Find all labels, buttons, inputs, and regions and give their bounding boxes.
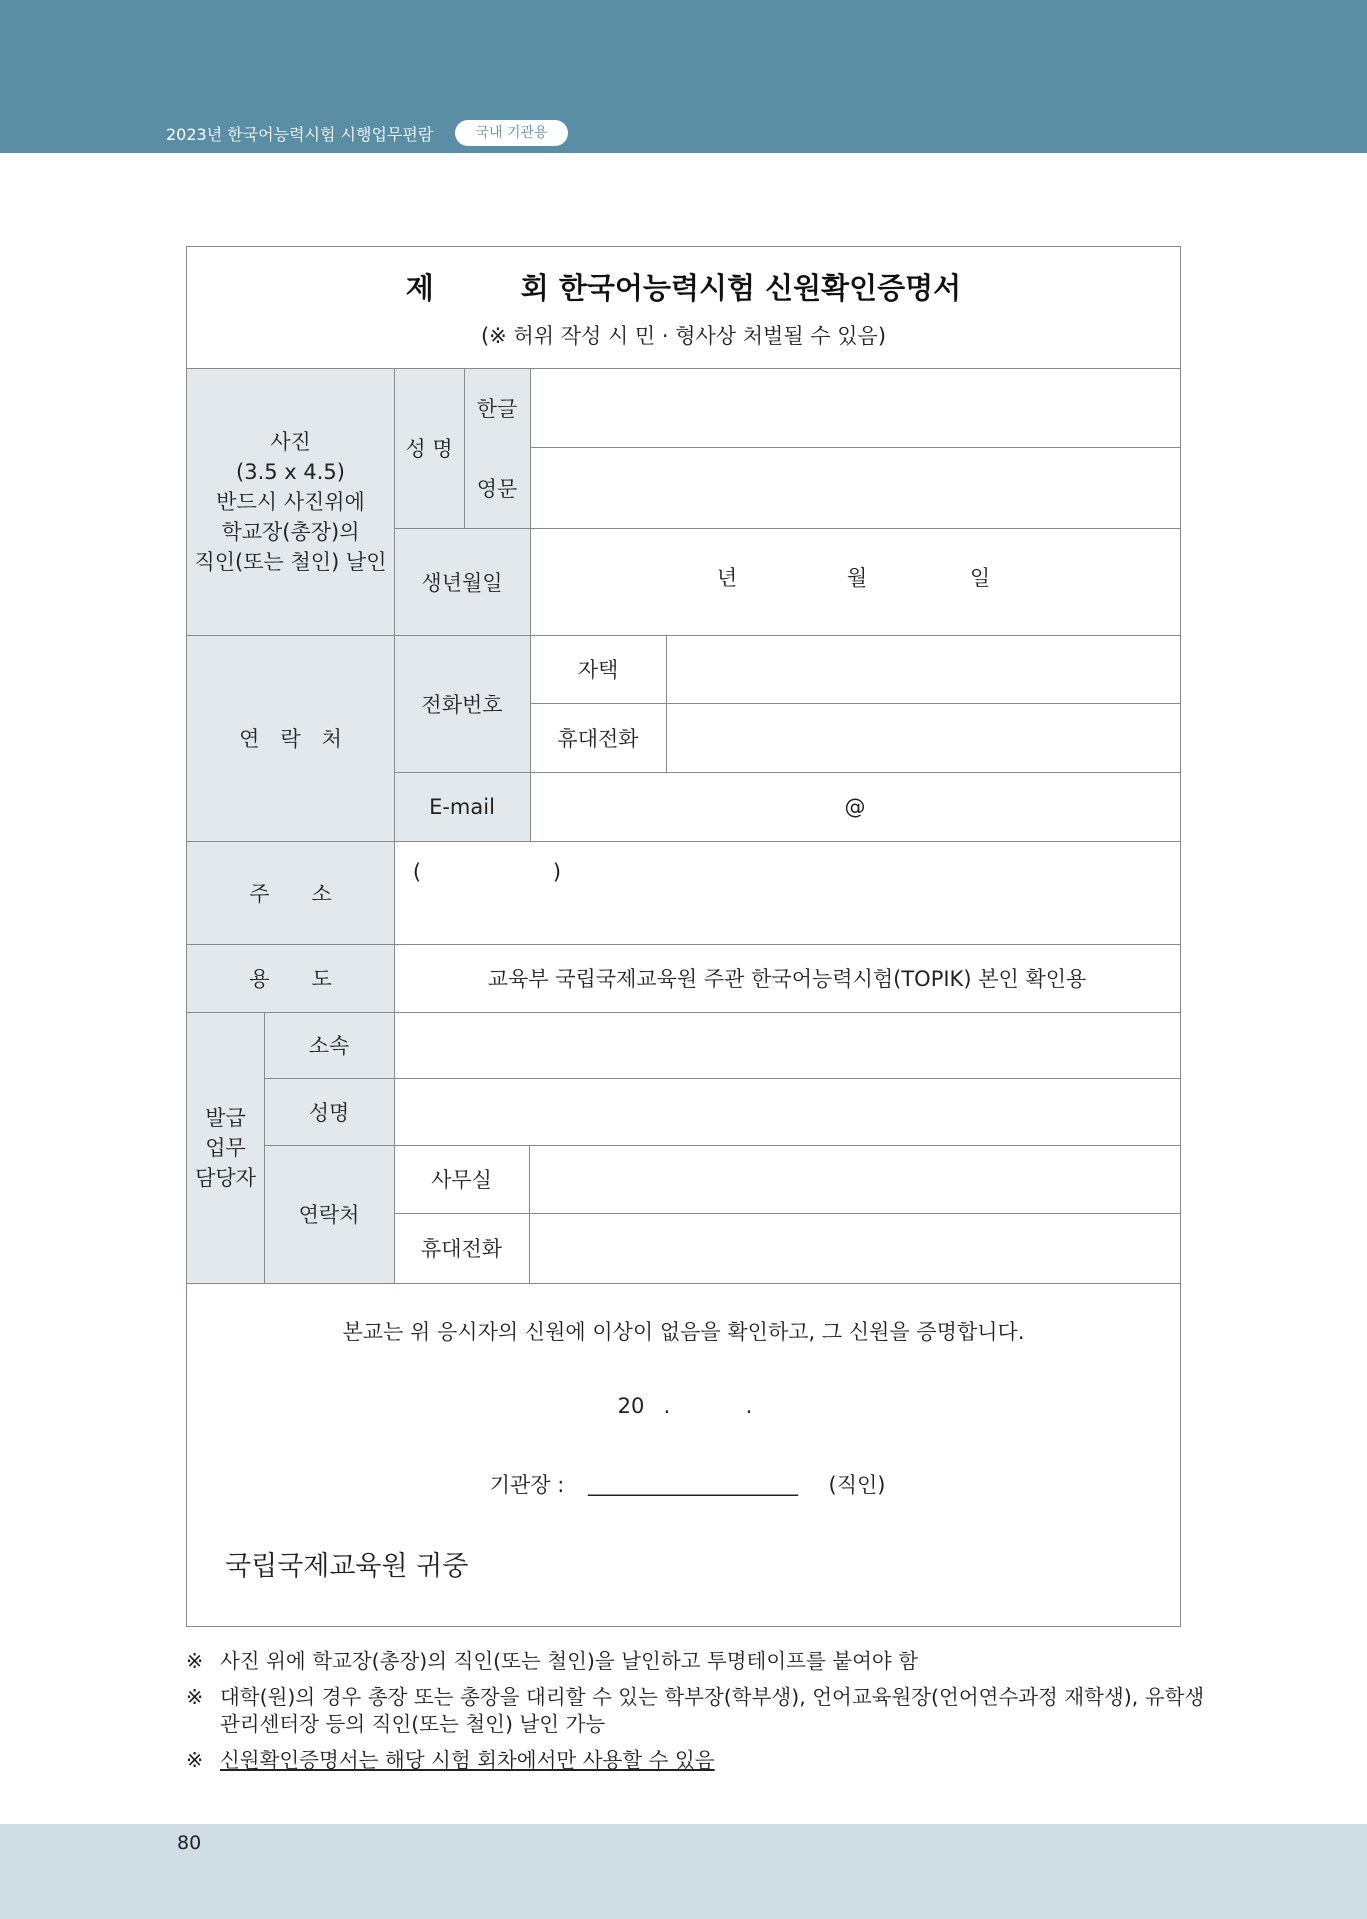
note-1 xyxy=(186,1644,918,1674)
issuer-label-line1: 발급 xyxy=(205,1105,246,1130)
grid-line xyxy=(529,1145,530,1283)
photo-box-line2: (3.5 x 4.5) xyxy=(236,459,345,484)
date-year-prefix: 20 xyxy=(617,1394,645,1418)
note-2-continued xyxy=(186,1707,605,1737)
grid-line xyxy=(264,1145,1180,1146)
form-subtitle: (※ 허위 작성 시 민 · 형사상 처벌될 수 있음) xyxy=(480,324,887,348)
addressee: 국립국제교육원 귀중 xyxy=(225,1550,469,1582)
form-title: 제 회 한국어능력시험 신원확인증명서 xyxy=(405,270,962,305)
grid-line xyxy=(464,368,465,528)
note-2-text-line2: 관리센터장 등의 직인(또는 철인) 날인 가능 xyxy=(220,1712,606,1736)
grid-line xyxy=(187,1012,1180,1013)
date-dot-1: . xyxy=(663,1394,671,1418)
note-3-text: 신원확인증명서는 해당 시험 회차에서만 사용할 수 있음 xyxy=(220,1748,715,1772)
birth-label: 생년월일 xyxy=(394,528,530,635)
grid-line xyxy=(187,944,1180,945)
page-number: 80 xyxy=(177,1832,202,1854)
seal-label: (직인) xyxy=(828,1473,886,1497)
issuer-mobile-label: 휴대전화 xyxy=(420,1237,503,1261)
issuer-affiliation-label: 소속 xyxy=(264,1012,394,1078)
note-mark: ※ xyxy=(186,1748,204,1772)
address-close-paren: ) xyxy=(552,860,562,884)
photo-box-line1: 사진 xyxy=(270,429,311,454)
date-dot-2: . xyxy=(745,1394,753,1418)
grid-line xyxy=(187,635,1180,636)
purpose-value: 교육부 국립국제교육원 주관 한국어능력시험(TOPIK) 본인 확인용 xyxy=(487,967,1087,991)
note-mark: ※ xyxy=(186,1649,204,1673)
purpose-label: 용 도 xyxy=(187,944,394,1012)
grid-line xyxy=(394,1213,1180,1214)
grid-line xyxy=(530,703,1180,704)
grid-line xyxy=(530,447,1180,448)
note-2-text-line1: 대학(원)의 경우 총장 또는 총장을 대리할 수 있는 학부장(학부생), 언어교육원장(언어연수과정 재학생), 유학생 xyxy=(220,1685,1205,1709)
identity-certificate-form xyxy=(186,246,1181,1627)
note-1-text: 사진 위에 학교장(총장)의 직인(또는 철인)을 날인하고 투명테이프를 붙여야 함 xyxy=(220,1649,919,1673)
photo-box-line4: 학교장(총장)의 xyxy=(221,519,360,544)
footer-band xyxy=(0,1824,1367,1919)
head-signature-line: ____________________ xyxy=(588,1472,798,1496)
grid-line xyxy=(187,368,1180,369)
grid-line xyxy=(187,1283,1180,1284)
grid-line xyxy=(394,368,395,1283)
address-label: 주 소 xyxy=(187,841,394,944)
name-korean-label: 한글 xyxy=(464,368,530,447)
name-english-label: 영문 xyxy=(464,447,530,528)
email-label: E-mail xyxy=(394,772,530,841)
note-3 xyxy=(186,1743,715,1773)
email-at-sign: @ xyxy=(844,794,866,819)
mobile-phone-label: 휴대전화 xyxy=(557,726,639,751)
issuer-office-label: 사무실 xyxy=(431,1168,492,1192)
photo-box xyxy=(187,368,394,635)
issuer-contact-label: 연락처 xyxy=(264,1145,394,1283)
name-label: 성 명 xyxy=(394,368,464,528)
confirmation-text: 본교는 위 응시자의 신원에 이상이 없음을 확인하고, 그 신원을 증명합니다. xyxy=(342,1320,1025,1344)
birth-day-unit: 일 xyxy=(969,566,991,590)
photo-box-line5: 직인(또는 철인) 날인 xyxy=(194,549,387,574)
grid-line xyxy=(666,635,667,772)
note-2 xyxy=(186,1680,1204,1710)
address-open-paren: ( xyxy=(412,860,422,884)
birth-year-unit: 년 xyxy=(716,566,738,590)
header-title: 2023년 한국어능력시험 시행업무편람 xyxy=(166,125,434,144)
head-label: 기관장 : xyxy=(489,1473,565,1497)
grid-line xyxy=(394,772,1180,773)
photo-box-line3: 반드시 사진위에 xyxy=(216,489,365,514)
issuer-label-line2: 업무 xyxy=(205,1135,246,1160)
issuer-label-line3: 담당자 xyxy=(195,1165,256,1190)
grid-line xyxy=(530,368,531,841)
header-badge: 국내 기관용 xyxy=(455,120,568,146)
phone-label: 전화번호 xyxy=(394,635,530,772)
issuer-name-label: 성명 xyxy=(264,1078,394,1145)
grid-line xyxy=(264,1012,265,1283)
contact-label: 연 락 처 xyxy=(187,635,394,841)
grid-line xyxy=(264,1078,1180,1079)
issuer-label xyxy=(187,1012,264,1283)
grid-line xyxy=(394,528,1180,529)
grid-line xyxy=(187,841,1180,842)
birth-month-unit: 월 xyxy=(846,566,868,590)
home-phone-label: 자택 xyxy=(577,658,619,682)
note-mark: ※ xyxy=(186,1685,204,1709)
